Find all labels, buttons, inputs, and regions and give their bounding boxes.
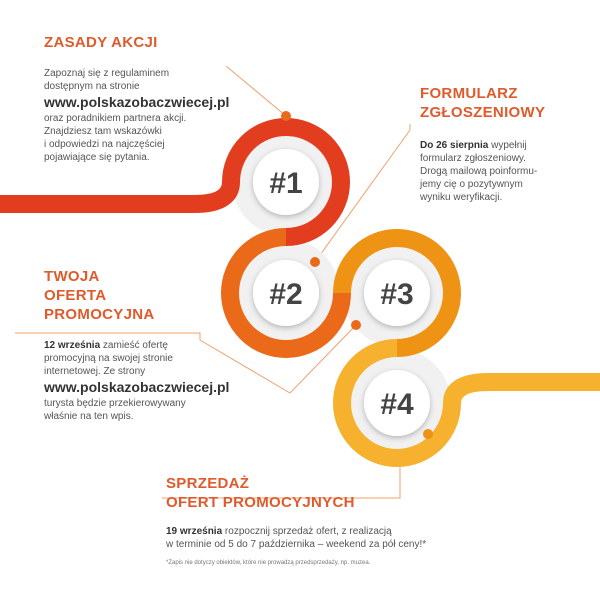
step-1-label: #1 — [269, 167, 303, 200]
formularz-line-1: wypełnij — [488, 140, 527, 151]
sprzedaz-line-2: w terminie od 5 do 7 października – weekend za pół ceny!* — [166, 539, 427, 550]
step-4-label: #4 — [380, 388, 414, 421]
zasady-text — [44, 67, 229, 164]
oferta-url: www.polskazobaczwiecej.pl — [44, 379, 230, 395]
zasady-line-5: i odpowiedzi na najczęściej — [44, 139, 165, 150]
sprzedaz-line-1: rozpocznij sprzedaż ofert, z realizacją — [222, 526, 392, 537]
zasady-line-2: dostępnym na stronie — [44, 81, 140, 92]
formularz-line-4: jemy cię o pozytywnym — [420, 179, 523, 190]
dot-zasady — [281, 111, 291, 121]
formularz-heading-line-2: ZGŁOSZENIOWY — [420, 104, 546, 121]
oferta-date: 12 września — [44, 340, 101, 351]
oferta-text — [44, 339, 229, 423]
step-2-label: #2 — [269, 278, 303, 311]
oferta-line-4: turysta będzie przekierowywany — [44, 398, 186, 409]
step-3-label: #3 — [380, 278, 414, 311]
oferta-heading-line-1: TWOJA — [44, 268, 100, 285]
formularz-line-5: wyniku weryfikacji. — [420, 192, 503, 203]
formularz-line-2: formularz zgłoszeniowy. — [420, 153, 526, 164]
sprzedaz-heading-line-2: OFERT PROMOCYJNYCH — [166, 494, 355, 511]
formularz-date: Do 26 sierpnia — [420, 140, 489, 151]
formularz-text — [420, 139, 537, 204]
formularz-line-3: Drogą mailową poinformu- — [420, 166, 538, 177]
oferta-heading-line-3: PROMOCYJNA — [44, 306, 155, 323]
sprzedaz-text — [166, 525, 426, 551]
zasady-line-3: oraz poradnikiem partnera akcji. — [44, 113, 187, 124]
zasady-line-4: Znajdziesz tam wskazówki — [44, 126, 162, 137]
formularz-heading — [420, 84, 545, 122]
zasady-line-1: Zapoznaj się z regulaminem — [44, 68, 170, 79]
sprzedaz-heading-line-1: SPRZEDAŻ — [166, 475, 250, 492]
oferta-heading — [44, 267, 155, 324]
zasady-heading: ZASADY AKCJI — [44, 34, 158, 51]
dot-formularz — [310, 257, 320, 267]
oferta-line-2: promocyjną na swojej stronie — [44, 353, 173, 364]
footnote: *Zapis nie dotyczy obiektów, które nie prowadzą przedsprzedaży, np. muzea. — [166, 560, 371, 566]
oferta-line-3: internetowej. Ze strony — [44, 366, 146, 377]
zasady-url: www.polskazobaczwiecej.pl — [44, 94, 230, 110]
dot-sprzedaz — [423, 429, 433, 439]
sprzedaz-date: 19 września — [166, 526, 223, 537]
leader-line-zasady — [226, 66, 286, 116]
oferta-line-1: zamieść ofertę — [100, 340, 168, 351]
sprzedaz-heading — [166, 474, 355, 512]
dot-oferta — [351, 320, 361, 330]
zasady-line-6: pojawiające się pytania. — [44, 152, 150, 163]
formularz-heading-line-1: FORMULARZ — [420, 85, 518, 102]
oferta-line-5: właśnie na ten wpis. — [44, 411, 134, 422]
oferta-heading-line-2: OFERTA — [44, 287, 107, 304]
